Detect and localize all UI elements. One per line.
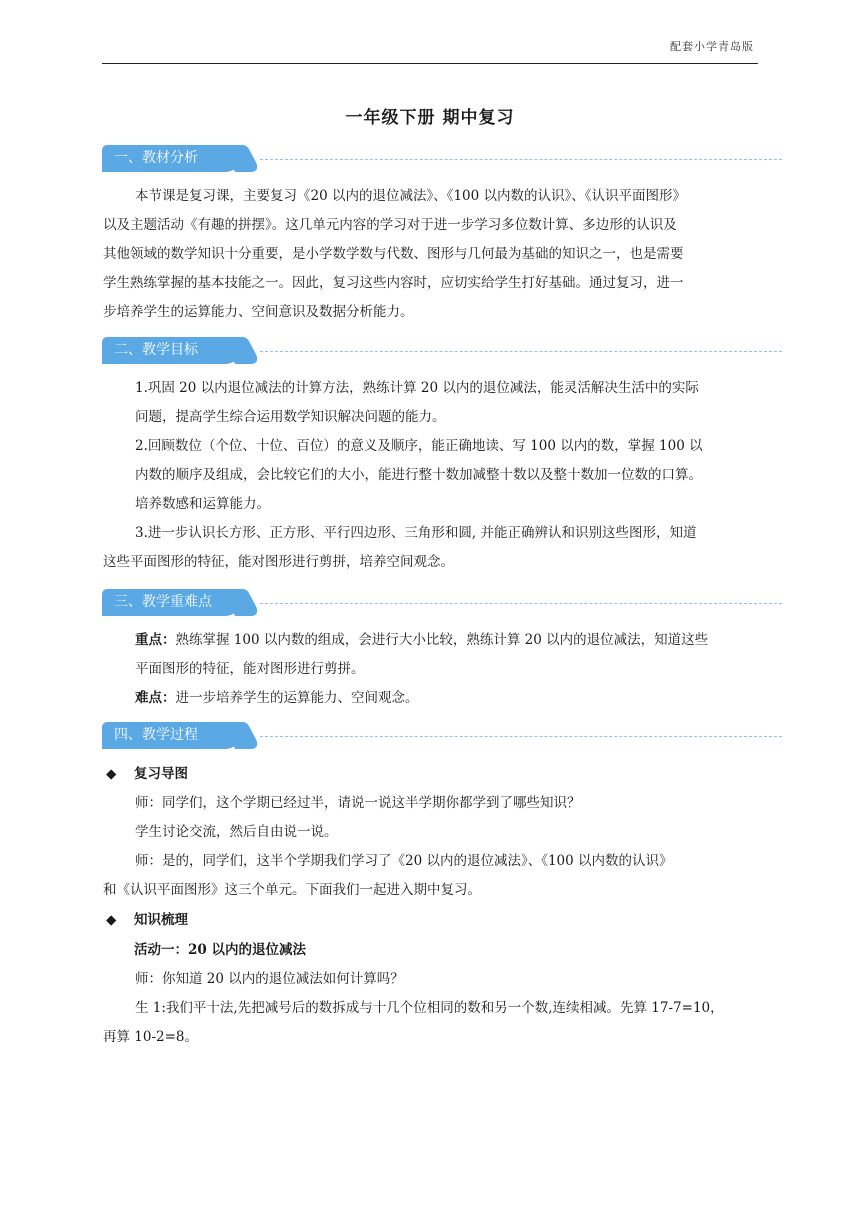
analysis-line: 步培养学生的运算能力、空间意识及数据分析能力。 <box>103 304 414 320</box>
dashed-divider <box>260 603 782 604</box>
process-line: 师：是的，同学们，这半个学期我们学习了《20 以内的退位减法》、《100 以内数的认识》 <box>135 853 673 869</box>
dashed-divider <box>260 351 782 352</box>
process-line: 和《认识平面图形》这三个单元。下面我们一起进入期中复习。 <box>103 882 481 898</box>
goal-line: 内数的顺序及组成，会比较它们的大小，能进行整十数加减整十数以及整十数加一位数的口算。 <box>135 467 702 483</box>
key-label: 重点： <box>135 632 176 648</box>
goal-line: 问题，提高学生综合运用数学知识解决问题的能力。 <box>135 409 446 425</box>
keypoint-line <box>135 630 708 650</box>
goal-line: 1.巩固 20 以内退位减法的计算方法，熟练计算 20 以内的退位减法，能灵活解决生活中的实际 <box>135 380 699 396</box>
header-rule <box>102 63 758 64</box>
section-tab <box>102 145 240 172</box>
process-line: 学生讨论交流，然后自由说一说。 <box>135 824 338 840</box>
goal-line: 3.进一步认识长方形、正方形、平行四边形、三角形和圆, 并能正确辨认和识别这些图形，知道 <box>135 525 697 541</box>
goal-line: 2.回顾数位（个位、十位、百位）的意义及顺序，能正确地读、写 100 以内的数，掌握 100 以 <box>135 438 703 454</box>
bullet-title: 知识梳理 <box>134 912 188 928</box>
section-heading-keypoints <box>102 589 782 619</box>
section-label: 一、教材分析 <box>114 150 198 166</box>
dashed-divider <box>260 736 782 737</box>
section-heading-goals <box>102 337 782 367</box>
process-line: 师：同学们，这个学期已经过半，请说一说这半学期你都学到了哪些知识？ <box>135 795 581 811</box>
analysis-line: 其他领域的数学知识十分重要，是小学数学数与代数、图形与几何最为基础的知识之一，也是需要 <box>103 246 684 262</box>
difficulty-label: 难点： <box>135 690 176 706</box>
analysis-line: 以及主题活动《有趣的拼摆》。这几单元内容的学习对于进一步学习多位数计算、多边形的认识及 <box>103 217 677 233</box>
process-line: 师：你知道 20 以内的退位减法如何计算吗？ <box>135 971 404 987</box>
difficulty-line <box>135 688 419 708</box>
section-tab <box>102 589 240 616</box>
keypoint-line: 平面图形的特征，能对图形进行剪拼。 <box>135 661 365 677</box>
diamond-bullet-icon: ◆ <box>106 912 117 928</box>
section-label: 四、教学过程 <box>114 727 198 743</box>
difficulty-text: 进一步培养学生的运算能力、空间观念。 <box>175 690 419 706</box>
section-tab <box>102 337 240 364</box>
section-label: 三、教学重难点 <box>114 594 212 610</box>
dashed-divider <box>260 159 782 160</box>
page-title: 一年级下册 期中复习 <box>345 108 515 128</box>
section-label: 二、教学目标 <box>114 342 198 358</box>
analysis-line: 本节课是复习课，主要复习《20 以内的退位减法》、《100 以内数的认识》、《认识平面图形》 <box>135 188 687 204</box>
process-line: 生 1:我们平十法,先把减号后的数拆成与十几个位相同的数和另一个数,连续相减。先算 17-7=10， <box>135 1000 724 1016</box>
key-text: 熟练掌握 100 以内数的组成，会进行大小比较，熟练计算 20 以内的退位减法，知道这些 <box>175 632 709 648</box>
section-heading-analysis <box>102 145 782 175</box>
goal-line: 培养数感和运算能力。 <box>135 496 270 512</box>
process-line: 再算 10-2=8。 <box>103 1029 199 1045</box>
activity-title: 活动一：20 以内的退位减法 <box>134 942 306 958</box>
goal-line: 这些平面图形的特征，能对图形进行剪拼，培养空间观念。 <box>103 554 454 570</box>
diamond-bullet-icon: ◆ <box>106 766 117 782</box>
bullet-title: 复习导图 <box>134 766 188 782</box>
header-tag: 配套小学青岛版 <box>670 40 754 53</box>
analysis-line: 学生熟练掌握的基本技能之一。因此，复习这些内容时，应切实给学生打好基础。通过复习，进一 <box>103 275 684 291</box>
section-tab <box>102 722 240 749</box>
section-heading-process <box>102 722 782 752</box>
